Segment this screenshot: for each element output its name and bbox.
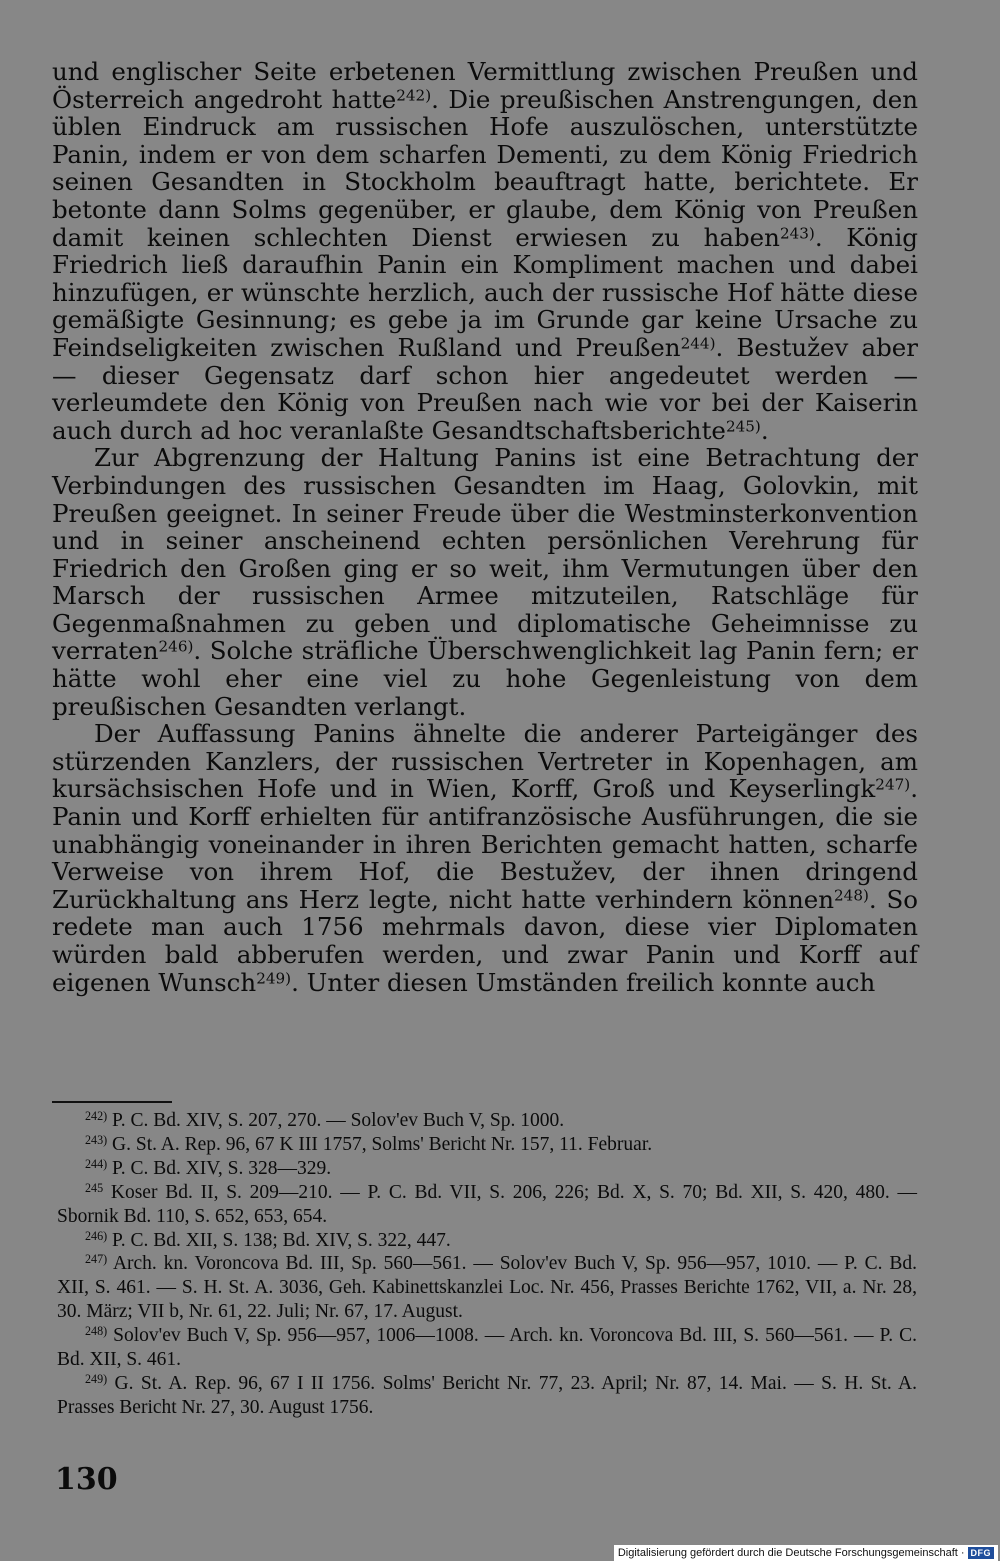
digitization-credit (614, 1545, 998, 1561)
footnote-ref: 245) (725, 417, 761, 436)
text-run: Der Auffassung Panins ähnelte die anderer Parteigänger des stürzenden Kanzlers, der russischen Vertreter in Kopenhagen, am kursächsischen Hofe und in Wien, Korff, Groß und Keyserlingk (52, 719, 918, 804)
footnote (57, 1157, 917, 1181)
text-run: . So redete man auch 1756 mehrmals davon, diese vier Diplomaten würden bald abberufen werden, und zwar Panin und Korff auf eigenen Wunsch (52, 884, 918, 997)
text-run: . Die preußischen Anstrengungen, den üblen Eindruck am russischen Hofe auszulöschen, unterstützte Panin, indem er von dem scharfen Dementi, zu dem König Friedrich seinen Gesandten in Stockholm beauftragt hatte, berichtete. Er betonte dann Solms gegenüber, er glaube, dem König von Preußen damit keinen schlechten Dienst erwiesen zu haben (52, 84, 918, 252)
footnote-text: Koser Bd. II, S. 209—210. — P. C. Bd. VII, S. 206, 226; Bd. X, S. 70; Bd. XII, S. 420, 480. — Sbornik Bd. 110, S. 652, 653, 654. (57, 1181, 918, 1227)
main-text (52, 58, 918, 996)
footnote-number: 248) (85, 1324, 108, 1339)
text-run: und englischer Seite erbetenen Vermittlung zwischen Preußen und Österreich angedroht hatte (52, 57, 918, 114)
footnote-number: 247) (85, 1252, 108, 1267)
footnote-text: P. C. Bd. XIV, S. 328—329. (112, 1157, 332, 1179)
footnote-text: Solov'ev Buch V, Sp. 956—957, 1006—1008. — Arch. kn. Voroncova Bd. III, S. 560—561. — P. C. Bd. XII, S. 461. (57, 1325, 917, 1371)
footnote-text: G. St. A. Rep. 96, 67 I II 1756. Solms' Bericht Nr. 77, 23. April; Nr. 87, 14. Mai. — S. H. St. A. Prasses Bericht Nr. 27, 30. August 1756. (57, 1372, 917, 1418)
dfg-logo: DFG (968, 1547, 995, 1559)
footnote (57, 1372, 917, 1420)
footnote (57, 1133, 917, 1157)
credit-separator: · (960, 1547, 965, 1559)
text-run: . Panin und Korff erhielten für antifranzösische Ausführungen, die sie unabhängig voneinander in ihren Berichten gemacht hatten, scharfe Verweise von ihrem Hof, die Bestužev, der ihnen dringend Zurückhaltung ans Herz legte, nicht hatte verhindern können (52, 774, 918, 914)
footnote-ref: 243) (779, 223, 815, 242)
text-run: . König Friedrich ließ daraufhin Panin ein Kompliment machen und dabei hinzufügen, er wünschte herzlich, auch der russische Hof hätte diese gemäßigte Gesinnung; es gebe ja im Grunde gar keine Ursache zu Feindseligkeiten zwischen Rußland und Preußen (52, 222, 918, 362)
footnote-text: P. C. Bd. XII, S. 138; Bd. XIV, S. 322, 447. (112, 1229, 451, 1251)
footnote (57, 1252, 917, 1324)
footnote-number: 249) (85, 1371, 108, 1386)
footnote-number: 246) (85, 1228, 108, 1243)
footnote-ref: 247) (875, 775, 911, 794)
footnote (57, 1109, 917, 1133)
text-run: . (760, 415, 769, 445)
paragraph (52, 720, 918, 996)
page-number: 130 (55, 1462, 118, 1497)
footnote-ref: 249) (256, 969, 292, 987)
footnote-ref: 244) (680, 334, 716, 353)
paragraph (52, 58, 918, 444)
footnote-text: Arch. kn. Voroncova Bd. III, Sp. 560—561. — Solov'ev Buch V, Sp. 956—957, 1010. — P. C. Bd. XII, S. 461. — S. H. St. A. 3036, Geh. Kabinettskanzlei Loc. Nr. 456, Prasses Berichte 1762, VII, a. Nr. 28, 30. März; VII b, Nr. 61, 22. Juli; Nr. 67, 17. August. (57, 1253, 917, 1323)
credit-text: Digitalisierung gefördert durch die Deutsche Forschungsgemeinschaft (617, 1547, 958, 1559)
footnote-text: G. St. A. Rep. 96, 67 K III 1757, Solms' Bericht Nr. 157, 11. Februar. (112, 1133, 653, 1155)
footnote-number: 244) (85, 1156, 108, 1171)
footnote-ref: 248) (834, 886, 869, 905)
paragraph (52, 444, 918, 720)
footnote (57, 1324, 917, 1372)
footnote-number: 242) (85, 1108, 108, 1123)
footnote-number: 245 (85, 1180, 104, 1195)
text-run: Zur Abgrenzung der Haltung Panins ist eine Betrachtung der Verbindungen des russischen Gesandten im Haag, Golovkin, mit Preußen geeignet. In seiner Freude über die Westminsterkonvention und in seiner anscheinend echten persönlichen Verehrung für Friedrich den Großen ging er so weit, ihm Vermutungen über den Marsch der russischen Armee mitzuteilen, Ratschläge für Gegenmaßnahmen zu geben und diplomatische Geheimnisse zu verraten (52, 443, 918, 666)
text-run: . Solche sträfliche Überschwenglichkeit lag Panin fern; er hätte wohl eher eine viel zu hohe Gegenleistung von dem preußischen Gesandten verlangt. (52, 636, 918, 721)
footnote-number: 243) (85, 1132, 108, 1147)
footnote-ref: 242) (396, 86, 432, 104)
text-run: . Bestužev aber — dieser Gegensatz darf schon hier angedeutet werden — verleumdete den König von Preußen nach wie vor bei der Kaiserin auch durch ad hoc veranlaßte Gesandtschaftsberichte (52, 332, 918, 445)
footnotes (57, 1109, 917, 1420)
page-body (52, 58, 918, 996)
footnote-ref: 246) (158, 637, 194, 656)
footnote-text: P. C. Bd. XIV, S. 207, 270. — Solov'ev Buch V, Sp. 1000. (112, 1110, 565, 1131)
footnote (57, 1229, 917, 1253)
text-run: . Unter diesen Umständen freilich konnte auch (291, 967, 876, 997)
footnote (57, 1181, 917, 1229)
footnote-separator (52, 1101, 172, 1103)
